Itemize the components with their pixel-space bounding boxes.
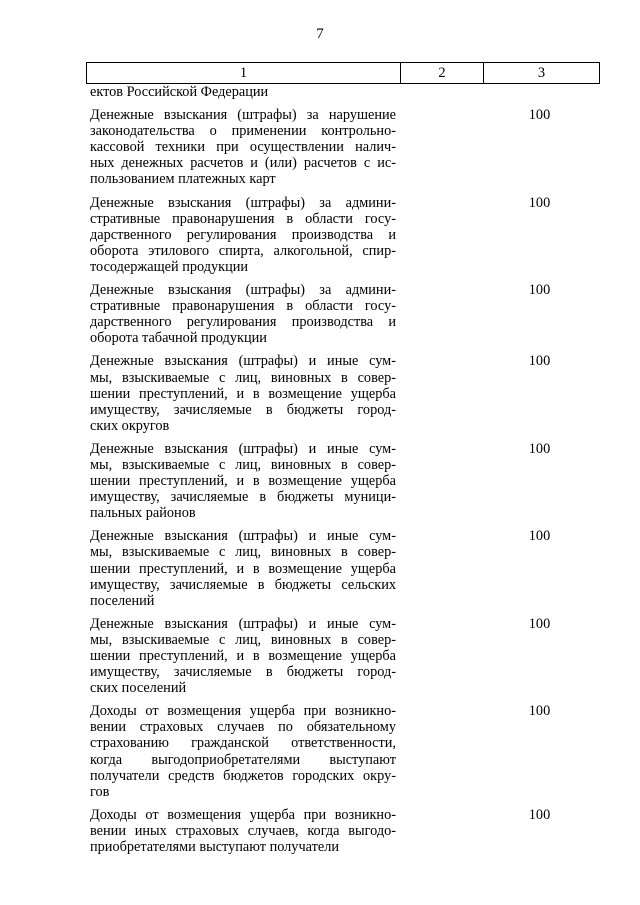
text-line: гов xyxy=(90,783,110,800)
text-line: приобретателями выступают получатели xyxy=(90,839,340,856)
table-cell-col3: 100 xyxy=(528,528,551,545)
text-line: поселений xyxy=(90,592,155,609)
table-cell-col1 xyxy=(90,107,396,187)
text-line: законодательства о применении контрольно- xyxy=(90,123,396,140)
text-line: оборота табачной продукции xyxy=(90,330,267,347)
table-header-col2: 2 xyxy=(401,63,484,83)
text-line: имуществу, зачисляемые в бюджеты город- xyxy=(90,664,396,681)
text-line: стративные правонарушения в области госу- xyxy=(90,210,396,227)
table-header-col1: 1 xyxy=(87,63,401,83)
text-line: шении преступлений, и в возмещение ущерба xyxy=(90,385,396,402)
text-line: имуществу, зачисляемые в бюджеты сельских xyxy=(90,576,396,593)
text-line: шении преступлений, и в возмещение ущерба xyxy=(90,473,396,490)
text-line: ных денежных расчетов и (или) расчетов с ис- xyxy=(90,155,396,172)
table-row xyxy=(90,703,600,800)
text-line: Денежные взыскания (штрафы) и иные сум- xyxy=(90,528,396,545)
text-line: вении иных страховых случаев, когда выгодо- xyxy=(90,822,396,839)
table-cell-col1 xyxy=(90,282,396,346)
table-row xyxy=(90,616,600,696)
text-line: мы, взыскиваемые с лиц, виновных в совер- xyxy=(90,456,396,473)
text-line: тосодержащей продукции xyxy=(90,258,249,275)
text-line: Денежные взыскания (штрафы) за админи- xyxy=(90,282,396,299)
text-line: пальных районов xyxy=(90,505,196,522)
continuation-text xyxy=(90,84,396,100)
table-cell-col3: 100 xyxy=(528,282,551,299)
table-header-col3: 3 xyxy=(537,65,546,81)
text-line: Денежные взыскания (штрафы) за админи- xyxy=(90,194,396,211)
table-row xyxy=(90,282,600,346)
text-line: имуществу, зачисляемые в бюджеты город- xyxy=(90,401,396,418)
table-body xyxy=(90,84,600,862)
text-line: шении преступлений, и в возмещение ущерба xyxy=(90,560,396,577)
table-row xyxy=(90,528,600,608)
text-line: страхованию гражданской ответственности, xyxy=(90,735,396,752)
text-line: дарственного регулирования производства и xyxy=(90,226,396,243)
table-cell-col1 xyxy=(90,195,396,275)
text-line: мы, взыскиваемые с лиц, виновных в совер- xyxy=(90,544,396,561)
table-header xyxy=(86,62,600,84)
table-row xyxy=(90,107,600,187)
table-cell-col1 xyxy=(90,441,396,521)
table-cell-col3: 100 xyxy=(528,353,551,370)
text-line: получатели средств бюджетов городских окру- xyxy=(90,767,396,784)
text-line: оборота этилового спирта, алкогольной, спир- xyxy=(90,242,396,259)
table-row xyxy=(90,195,600,275)
text-line: дарственного регулирования производства и xyxy=(90,314,396,331)
text-line: ектов Российской Федерации xyxy=(90,84,269,100)
continuation-row xyxy=(90,84,600,100)
page-number: 7 xyxy=(316,26,324,42)
text-line: мы, взыскиваемые с лиц, виновных в совер- xyxy=(90,631,396,648)
text-line: Доходы от возмещения ущерба при возникно- xyxy=(90,703,396,720)
text-line: кассовой техники при осуществлении налич- xyxy=(90,139,396,156)
text-line: Денежные взыскания (штрафы) и иные сум- xyxy=(90,353,396,370)
text-line: стративные правонарушения в области госу- xyxy=(90,298,396,315)
table-cell-col3: 100 xyxy=(528,107,551,124)
text-line: имуществу, зачисляемые в бюджеты муници- xyxy=(90,489,396,506)
table-row xyxy=(90,807,600,855)
text-line: ских поселений xyxy=(90,680,187,697)
text-line: ских округов xyxy=(90,417,170,434)
table-cell-col3: 100 xyxy=(528,806,551,823)
text-line: Денежные взыскания (штрафы) и иные сум- xyxy=(90,615,396,632)
table-cell-col3: 100 xyxy=(528,440,551,457)
text-line: Денежные взыскания (штрафы) и иные сум- xyxy=(90,440,396,457)
table-cell-col1 xyxy=(90,528,396,608)
table-cell-col1 xyxy=(90,616,396,696)
table-cell-col1 xyxy=(90,353,396,433)
text-line: пользованием платежных карт xyxy=(90,171,276,188)
table-cell-col3: 100 xyxy=(528,703,551,720)
table-cell-col3: 100 xyxy=(528,615,551,632)
text-line: мы, взыскиваемые с лиц, виновных в совер- xyxy=(90,369,396,386)
table-row xyxy=(90,353,600,433)
text-line: вении страховых случаев по обязательному xyxy=(90,719,396,736)
table-row xyxy=(90,441,600,521)
table-cell-col1 xyxy=(90,807,396,855)
table-cell-col1 xyxy=(90,703,396,800)
text-line: шении преступлений, и в возмещение ущерба xyxy=(90,648,396,664)
table-cell-col3: 100 xyxy=(528,194,551,211)
text-line: когда выгодоприобретателями выступают xyxy=(90,751,396,768)
text-line: Денежные взыскания (штрафы) за нарушение xyxy=(90,107,396,124)
text-line: Доходы от возмещения ущерба при возникно- xyxy=(90,806,396,823)
